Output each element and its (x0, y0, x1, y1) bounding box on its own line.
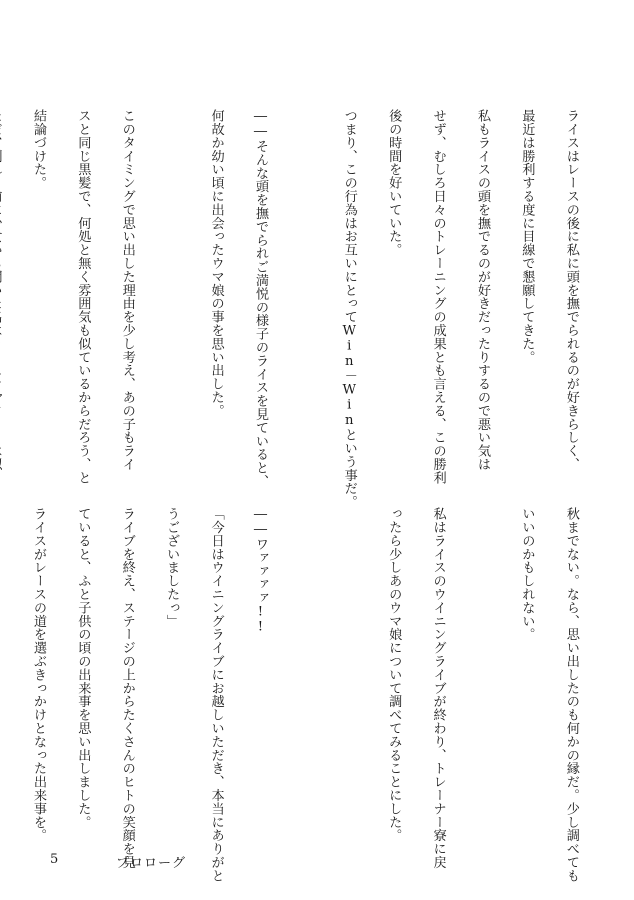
upper-text-block (14, 48, 604, 509)
text-line: いいのかもしれない。 (519, 506, 535, 641)
page-number: 5 (50, 852, 59, 867)
text-line: このタイミングで思い出した理由を少し考え、あの子もライ (119, 108, 135, 471)
text-line: ――ワァァァァ!! (252, 506, 268, 635)
text-line: 何故か幼い頃に出会ったウマ娘の事を思い出した。 (208, 108, 224, 418)
text-line: 「今日はウイニングライブにお越しいただき、本当にありがと (208, 506, 224, 883)
text-line: せず、むしろ日々のトレーニングの成果とも言える、この勝利 (430, 108, 446, 485)
text-line: 私はライスのウイニングライブが終わり、トレーナー寮に戻 (430, 506, 446, 869)
text-line: ていると、ふと子供の頃の出来事を思い出しました。 (75, 506, 91, 829)
text-line: ライスはレースの後に私に頭を撫でられるのが好きらしく、 (563, 108, 579, 471)
text-line: スと同じ黒髪で、何処と無く雰囲気も似ているからだろう、と (75, 108, 91, 485)
text-line: 最近は勝利する度に目線で懇願してきた。 (519, 108, 535, 364)
text-line: 秋までない。なら、思い出したのも何かの縁だ。少し調べても (563, 506, 579, 883)
text-line: ったら少しあのウマ娘について調べてみることにした。 (386, 506, 402, 842)
text-line (0, 109, 5, 471)
text-line: うございましたっ」 (164, 506, 180, 628)
text-line: 私もライスの頭を撫でるのが好きだったりするので悪い気は (474, 108, 490, 471)
text-line: ライスがレースの道を選ぶきっかけとなった出来事を。 (30, 506, 46, 842)
text-line: つまり、この行為はお互いにとってWin－Winという事だ。 (341, 108, 357, 509)
text-line: ――そんな頭を撫でられご満悦の様子のライスを見ていると、 (252, 108, 268, 488)
text-line: 結論づけた。 (30, 108, 46, 190)
chapter-title: プロローグ (116, 856, 187, 871)
text-line: 後の時間を好いていた。 (386, 108, 402, 257)
text-line: ライブを終え、ステージの上からたくさんのヒトの笑顔を見 (119, 506, 135, 869)
